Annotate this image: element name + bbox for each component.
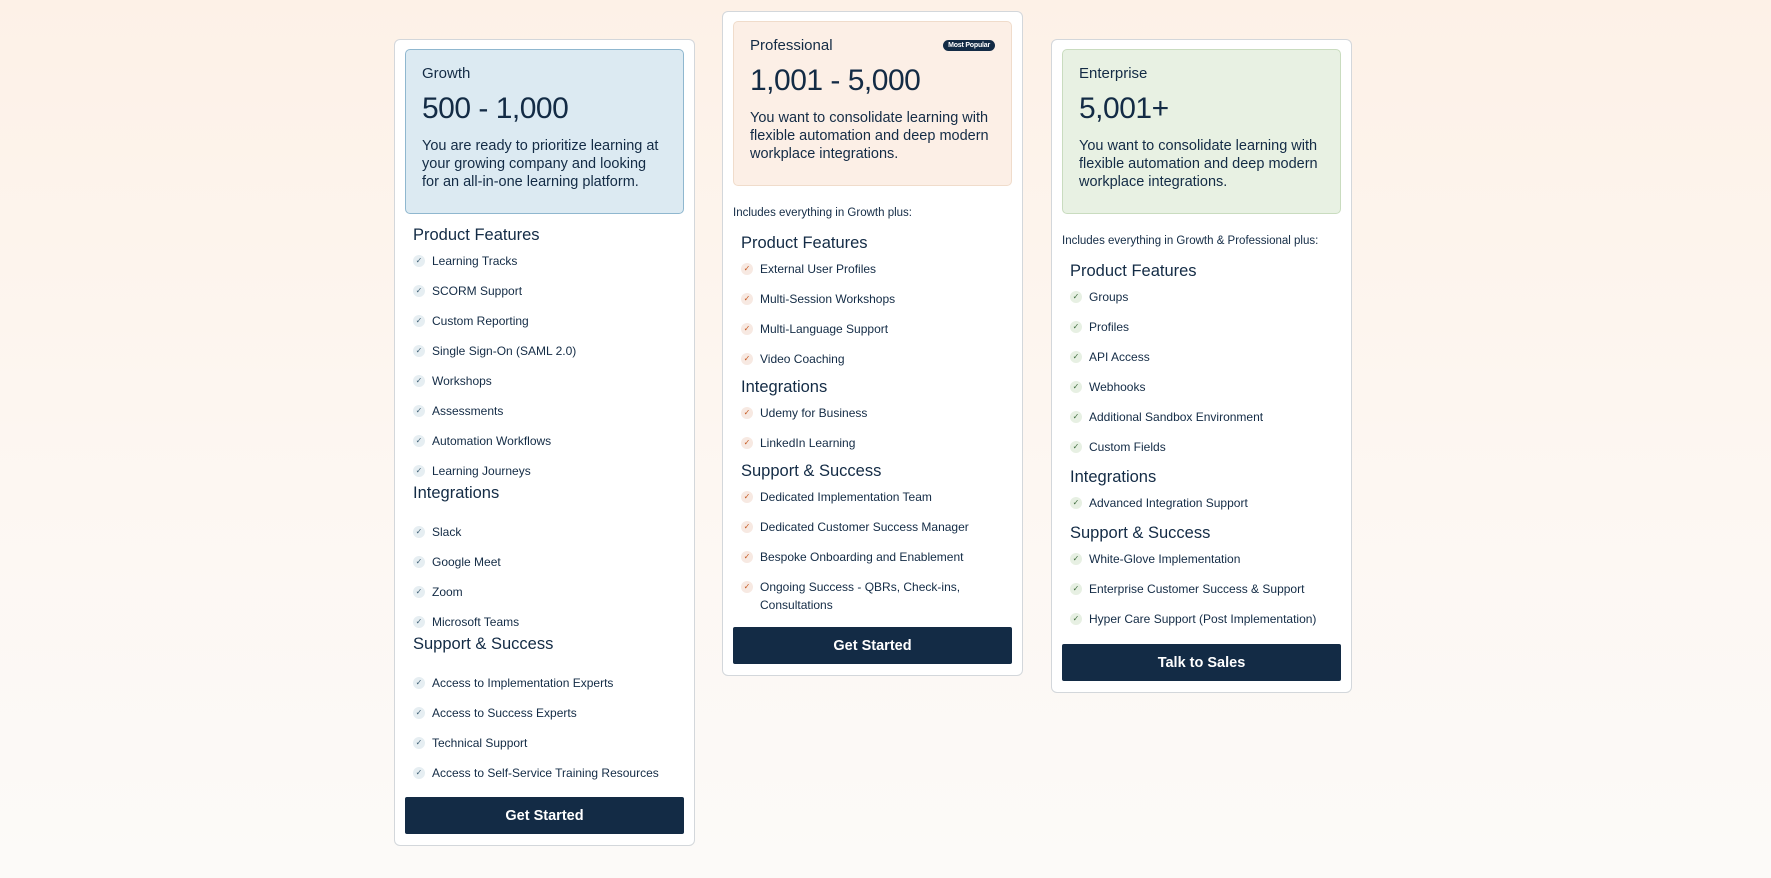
list-item: ✓ White-Glove Implementation bbox=[1070, 550, 1341, 568]
check-icon: ✓ bbox=[1070, 411, 1082, 423]
check-icon: ✓ bbox=[413, 255, 425, 267]
check-icon: ✓ bbox=[1070, 321, 1082, 333]
list-item: ✓ LinkedIn Learning bbox=[741, 434, 1012, 452]
check-icon: ✓ bbox=[413, 285, 425, 297]
section-title-support-success: Support & Success bbox=[1070, 524, 1211, 542]
list-item: ✓ Zoom bbox=[413, 583, 684, 601]
check-icon: ✓ bbox=[413, 315, 425, 327]
plan-header bbox=[405, 49, 684, 214]
check-icon: ✓ bbox=[413, 616, 425, 628]
list-item: ✓ Webhooks bbox=[1070, 378, 1341, 396]
check-icon: ✓ bbox=[741, 407, 753, 419]
plan-header bbox=[1062, 49, 1341, 214]
get-started-button[interactable]: Get Started bbox=[405, 797, 684, 834]
talk-to-sales-button[interactable]: Talk to Sales bbox=[1062, 644, 1341, 681]
list-item: ✓ Multi-Language Support bbox=[741, 320, 1012, 338]
check-icon: ✓ bbox=[741, 521, 753, 533]
check-icon: ✓ bbox=[1070, 381, 1082, 393]
list-item: ✓ Learning Tracks bbox=[413, 252, 684, 270]
list-item: ✓ Profiles bbox=[1070, 318, 1341, 336]
get-started-button[interactable]: Get Started bbox=[733, 627, 1012, 664]
check-icon: ✓ bbox=[413, 435, 425, 447]
plan-description: You want to consolidate learning with flexible automation and deep modern workplace integrations. bbox=[750, 110, 989, 162]
list-item: ✓ Custom Fields bbox=[1070, 438, 1341, 456]
check-icon: ✓ bbox=[413, 375, 425, 387]
list-item: ✓ Microsoft Teams bbox=[413, 613, 684, 631]
check-icon: ✓ bbox=[741, 353, 753, 365]
list-item: ✓ Video Coaching bbox=[741, 350, 1012, 368]
list-item: ✓ Dedicated Implementation Team bbox=[741, 488, 1012, 506]
check-icon: ✓ bbox=[1070, 553, 1082, 565]
check-icon: ✓ bbox=[413, 405, 425, 417]
feature-list bbox=[733, 488, 1012, 614]
section-title-product-features: Product Features bbox=[741, 234, 868, 252]
plan-name: Growth bbox=[422, 65, 471, 82]
plan-range: 1,001 - 5,000 bbox=[750, 64, 921, 97]
list-item: ✓ Ongoing Success - QBRs, Check-ins, Consultations bbox=[741, 578, 1012, 614]
list-item: ✓ Learning Journeys bbox=[413, 462, 684, 480]
plan-name: Enterprise bbox=[1079, 65, 1148, 82]
list-item: ✓ API Access bbox=[1070, 348, 1341, 366]
check-icon: ✓ bbox=[1070, 351, 1082, 363]
feature-list bbox=[733, 404, 1012, 452]
check-icon: ✓ bbox=[741, 293, 753, 305]
check-icon: ✓ bbox=[741, 263, 753, 275]
check-icon: ✓ bbox=[741, 581, 753, 593]
list-item: ✓ Enterprise Customer Success & Support bbox=[1070, 580, 1341, 598]
list-item: ✓ Access to Success Experts bbox=[413, 704, 684, 722]
list-item: ✓ Slack bbox=[413, 523, 684, 541]
check-icon: ✓ bbox=[413, 345, 425, 357]
includes-note: Includes everything in Growth & Professional plus: bbox=[1062, 235, 1319, 247]
check-icon: ✓ bbox=[741, 551, 753, 563]
list-item: ✓ Technical Support bbox=[413, 734, 684, 752]
list-item: ✓ Google Meet bbox=[413, 553, 684, 571]
feature-list bbox=[405, 523, 684, 631]
plan-description: You are ready to prioritize learning at your growing company and looking for an all-in-one learning platform. bbox=[422, 138, 659, 190]
list-item: ✓ Multi-Session Workshops bbox=[741, 290, 1012, 308]
check-icon: ✓ bbox=[741, 437, 753, 449]
check-icon: ✓ bbox=[413, 465, 425, 477]
check-icon: ✓ bbox=[413, 556, 425, 568]
section-title-integrations: Integrations bbox=[413, 484, 500, 502]
list-item: ✓ Dedicated Customer Success Manager bbox=[741, 518, 1012, 536]
check-icon: ✓ bbox=[413, 586, 425, 598]
list-item: ✓ Access to Implementation Experts bbox=[413, 674, 684, 692]
check-icon: ✓ bbox=[1070, 441, 1082, 453]
check-icon: ✓ bbox=[413, 677, 425, 689]
list-item: ✓ Additional Sandbox Environment bbox=[1070, 408, 1341, 426]
most-popular-badge: Most Popular bbox=[943, 40, 995, 51]
list-item: ✓ External User Profiles bbox=[741, 260, 1012, 278]
check-icon: ✓ bbox=[413, 707, 425, 719]
feature-list bbox=[733, 260, 1012, 368]
plan-range: 500 - 1,000 bbox=[422, 92, 569, 125]
list-item: ✓ Automation Workflows bbox=[413, 432, 684, 450]
feature-list bbox=[405, 674, 684, 782]
list-item: ✓ Hyper Care Support (Post Implementation) bbox=[1070, 610, 1341, 628]
check-icon: ✓ bbox=[1070, 291, 1082, 303]
section-title-integrations: Integrations bbox=[741, 378, 828, 396]
list-item: ✓ Groups bbox=[1070, 288, 1341, 306]
feature-list bbox=[1062, 494, 1341, 512]
list-item: ✓ Assessments bbox=[413, 402, 684, 420]
section-title-support-success: Support & Success bbox=[413, 635, 554, 653]
plan-description: You want to consolidate learning with flexible automation and deep modern workplace integrations. bbox=[1079, 138, 1318, 190]
check-icon: ✓ bbox=[1070, 497, 1082, 509]
list-item: ✓ Bespoke Onboarding and Enablement bbox=[741, 548, 1012, 566]
check-icon: ✓ bbox=[741, 491, 753, 503]
feature-list bbox=[405, 252, 684, 480]
section-title-support-success: Support & Success bbox=[741, 462, 882, 480]
includes-note: Includes everything in Growth plus: bbox=[733, 207, 912, 219]
check-icon: ✓ bbox=[413, 767, 425, 779]
section-title-product-features: Product Features bbox=[413, 226, 540, 244]
check-icon: ✓ bbox=[413, 737, 425, 749]
check-icon: ✓ bbox=[1070, 613, 1082, 625]
check-icon: ✓ bbox=[741, 323, 753, 335]
list-item: ✓ Single Sign-On (SAML 2.0) bbox=[413, 342, 684, 360]
plan-header bbox=[733, 21, 1012, 186]
list-item: ✓ Udemy for Business bbox=[741, 404, 1012, 422]
plan-range: 5,001+ bbox=[1079, 92, 1169, 125]
feature-list bbox=[1062, 550, 1341, 628]
list-item: ✓ Advanced Integration Support bbox=[1070, 494, 1341, 512]
plan-name: Professional bbox=[750, 37, 833, 54]
check-icon: ✓ bbox=[1070, 583, 1082, 595]
list-item: ✓ SCORM Support bbox=[413, 282, 684, 300]
plan-card-enterprise bbox=[1051, 39, 1352, 693]
plan-card-growth bbox=[394, 39, 695, 846]
list-item: ✓ Access to Self-Service Training Resources bbox=[413, 764, 684, 782]
feature-list bbox=[1062, 288, 1341, 456]
section-title-product-features: Product Features bbox=[1070, 262, 1197, 280]
plan-card-professional bbox=[722, 11, 1023, 676]
check-icon: ✓ bbox=[413, 526, 425, 538]
section-title-integrations: Integrations bbox=[1070, 468, 1157, 486]
list-item: ✓ Custom Reporting bbox=[413, 312, 684, 330]
list-item: ✓ Workshops bbox=[413, 372, 684, 390]
